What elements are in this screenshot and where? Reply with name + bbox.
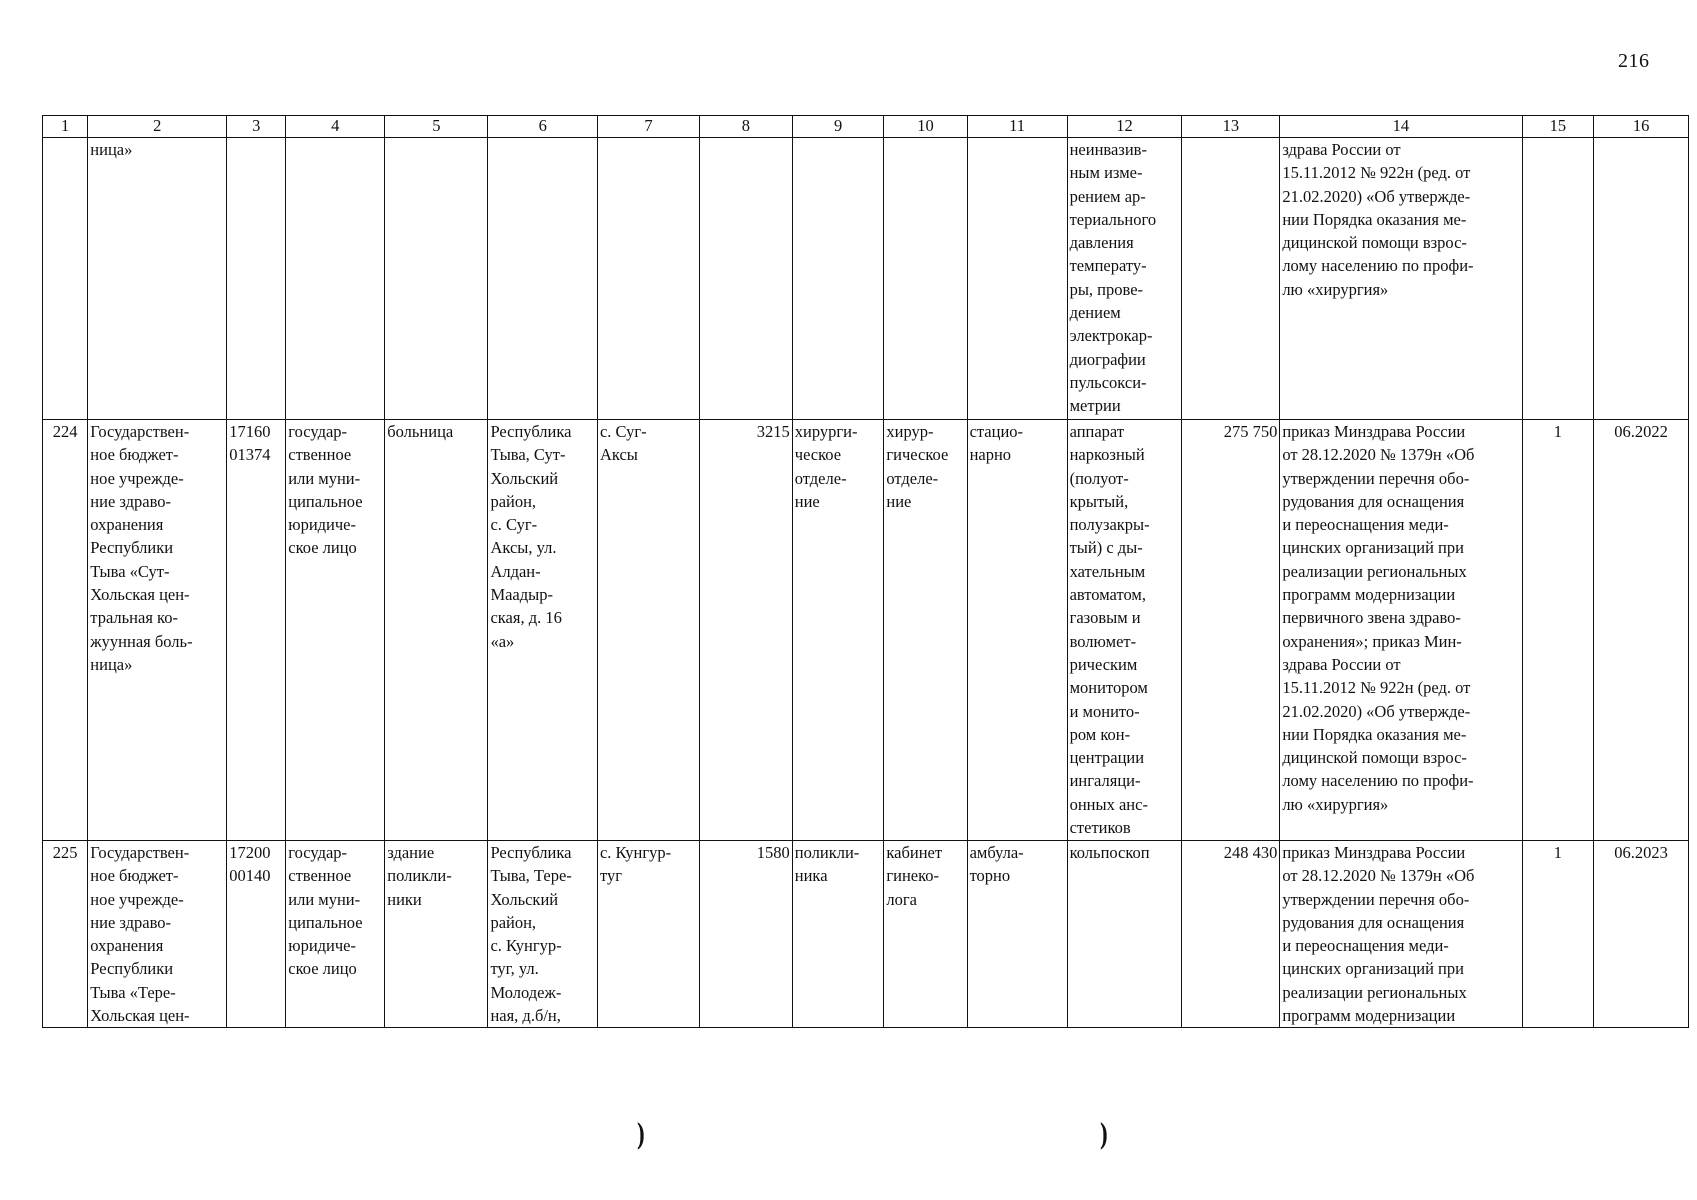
department-cell [884,138,967,420]
signature-mark-left: ) [636,1118,646,1153]
facility-type-cell: больница [385,420,488,841]
table-row-continued [43,138,1689,420]
address-cell: Республика Тыва, Тере- Хольский район, с. Кунгур- туг, ул. Молодеж- ная, д.б/н, [488,841,598,1028]
column-header: 8 [700,116,793,138]
address-cell: Республика Тыва, Сут- Хольский район, с. Суг- Аксы, ул. Алдан- Маадыр- ская, д. 16 «а» [488,420,598,841]
care-mode-cell [967,138,1067,420]
facility-type-cell [385,138,488,420]
legal-form-cell [286,138,385,420]
equipment-cell: неинвазив- ным изме- рением ар- териального давления температу- ры, прове- дением электрокар- диографии пульсокси- метрии [1067,138,1182,420]
quantity-cell: 1 [1522,420,1594,841]
legal-form-cell: государ- ственное или муни- ципальное юридиче- ское лицо [286,841,385,1028]
row-number-cell [43,138,88,420]
column-header: 16 [1594,116,1689,138]
column-header: 7 [597,116,699,138]
header-row [43,116,1689,138]
date-cell [1594,138,1689,420]
equipment-cell: аппарат наркозный (полуот- крытый, полузакры- тый) с ды- хательным автоматом, газовым и волюмет- рическим монитором и монито- ром кон- центрации ингаляци- онных анс- стетиков [1067,420,1182,841]
column-header: 2 [88,116,227,138]
quantity-cell: 1 [1522,841,1594,1028]
column-header: 10 [884,116,967,138]
column-header: 5 [385,116,488,138]
code-cell: 17160 01374 [227,420,286,841]
legal-basis-cell: приказ Минздрава России от 28.12.2020 № 1379н «Об утверждении перечня обо- рудования для оснащения и переоснащения меди- цинских организаций при реализации региональных программ модернизации [1280,841,1522,1028]
department-cell: кабинет гинеко- лога [884,841,967,1028]
equipment-table [42,115,1689,1028]
signature-mark-right: ) [1099,1118,1109,1153]
cost-cell: 248 430 [1182,841,1280,1028]
organization-name-cell: Государствен- ное бюджет- ное учрежде- ние здраво- охранения Республики Тыва «Сут- Хольская цен- тральная ко- жуунная боль- ница» [88,420,227,841]
unit-cell: поликли- ника [792,841,884,1028]
column-header: 13 [1182,116,1280,138]
settlement-cell: с. Суг- Аксы [597,420,699,841]
code-cell [227,138,286,420]
date-cell: 06.2023 [1594,841,1689,1028]
column-header: 11 [967,116,1067,138]
legal-form-cell: государ- ственное или муни- ципальное юридиче- ское лицо [286,420,385,841]
population-cell: 3215 [700,420,793,841]
unit-cell [792,138,884,420]
row-number-cell: 225 [43,841,88,1028]
population-cell: 1580 [700,841,793,1028]
date-cell: 06.2022 [1594,420,1689,841]
unit-cell: хирурги- ческое отделе- ние [792,420,884,841]
population-cell [700,138,793,420]
column-header: 15 [1522,116,1594,138]
legal-basis-cell: здрава России от 15.11.2012 № 922н (ред. от 21.02.2020) «Об утвержде- нии Порядка оказания ме- дицинской помощи взрос- лому населению по профи- лю «хирургия» [1280,138,1522,420]
department-cell: хирур- гическое отделе- ние [884,420,967,841]
care-mode-cell: стацио- нарно [967,420,1067,841]
column-header: 4 [286,116,385,138]
equipment-cell: кольпоскоп [1067,841,1182,1028]
quantity-cell [1522,138,1594,420]
settlement-cell [597,138,699,420]
column-header: 12 [1067,116,1182,138]
column-header: 9 [792,116,884,138]
care-mode-cell: амбула- торно [967,841,1067,1028]
row-number-cell: 224 [43,420,88,841]
address-cell [488,138,598,420]
code-cell: 17200 00140 [227,841,286,1028]
facility-type-cell: здание поликли- ники [385,841,488,1028]
page-number: 216 [1618,50,1650,72]
column-header: 14 [1280,116,1522,138]
organization-name-cell: ница» [88,138,227,420]
column-header: 6 [488,116,598,138]
table-row-225 [43,841,1689,1028]
column-header: 1 [43,116,88,138]
cost-cell: 275 750 [1182,420,1280,841]
organization-name-cell: Государствен- ное бюджет- ное учрежде- ние здраво- охранения Республики Тыва «Тере- Хольская цен- [88,841,227,1028]
table-row-224 [43,420,1689,841]
column-header: 3 [227,116,286,138]
cost-cell [1182,138,1280,420]
legal-basis-cell: приказ Минздрава России от 28.12.2020 № 1379н «Об утверждении перечня обо- рудования для оснащения и переоснащения меди- цинских организаций при реализации региональных программ модернизации первичного звена здраво- охранения»; приказ Мин- здрава России от 15.11.2012 № 922н (ред. от 21.02.2020) «Об утвержде- нии Порядка оказания ме- дицинской помощи взрос- лому населению по профи- лю «хирургия» [1280,420,1522,841]
settlement-cell: с. Кунгур- туг [597,841,699,1028]
